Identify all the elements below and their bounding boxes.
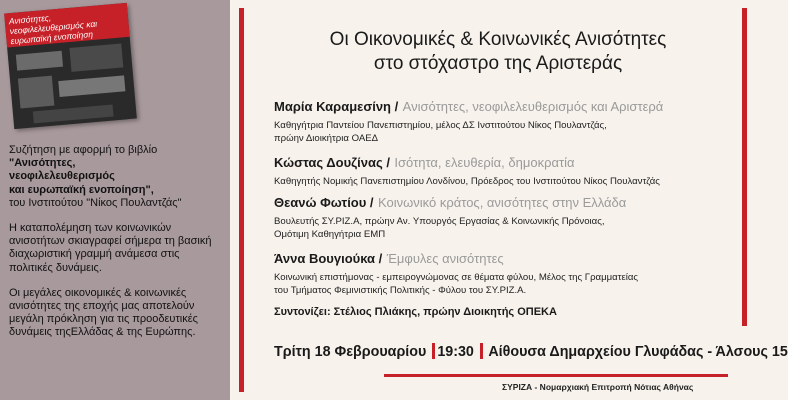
book-cover-block — [16, 51, 63, 71]
speaker-block — [274, 98, 739, 145]
speaker-desc-line: του Τμήματος Φεμινιστικής Πολιτικής - Φύλου του ΣΥ.ΡΙΖ.Α. — [274, 285, 527, 296]
title-line-2: στο στόχαστρο της Αριστεράς — [373, 53, 623, 74]
book-cover-block — [69, 43, 123, 71]
footer-organizer: ΣΥΡΙΖΑ - Νομαρχιακή Επιτροπή Νότιας Αθήνας — [502, 382, 694, 392]
speaker-block — [274, 250, 739, 297]
speaker-description — [274, 119, 739, 145]
book-cover-block — [18, 76, 54, 109]
speaker-topic: Κοινωνικό κράτος, ανισότητες στην Ελλάδα — [377, 195, 627, 210]
sidebar-intro: Συζήτηση με αφορμή το βιβλίο — [9, 144, 158, 156]
book-title-line: και ευρωπαϊκή ενοποίηση", — [9, 183, 154, 196]
speaker-desc-line: Ομότιμη Καθηγήτρια ΕΜΠ — [274, 229, 386, 240]
footer-divider — [384, 374, 728, 377]
accent-bar-left — [239, 8, 244, 392]
book-publisher: του Ινστιτούτου "Νίκος Πουλαντζάς" — [9, 196, 182, 209]
speaker-name: Θεανώ Φωτίου / — [274, 195, 374, 210]
speaker-name: Κώστας Δουζίνας / — [274, 155, 390, 170]
event-time: 19:30 — [437, 344, 474, 360]
event-venue: Αίθουσα Δημαρχείου Γλυφάδας - Άλσους 15 — [488, 344, 788, 360]
book-cover-title: Ανισότητες, νεοφιλελευθερισμός και ευρωπαϊκή ενοποίηση — [4, 3, 129, 48]
book-cover-image — [4, 3, 137, 129]
sidebar-paragraph-3: Οι μεγάλες οικονομικές & κοινωνικές ανισότητες της εποχής μας αποτελούν μεγάλη πρόκληση για τις προοδευτικές δυνάμεις τηςΕλλάδας & της Ευρώπης. — [9, 286, 198, 339]
speaker-name: Μαρία Καραμεσίνη / — [274, 99, 399, 114]
speaker-description — [274, 271, 739, 297]
event-title — [258, 28, 738, 76]
sidebar-paragraph-book — [9, 144, 221, 210]
speaker-topic: Ισότητα, ελευθερία, δημοκρατία — [394, 155, 575, 170]
speaker-desc-line: Κοινωνική επιστήμονας - εμπειρογνώμονας σε θέματα φύλου, Μέλος της Γραμματείας — [274, 272, 639, 283]
separator-bar — [432, 343, 435, 359]
sidebar-text — [9, 144, 221, 352]
speaker-desc-line: Καθηγήτρια Παντείου Πανεπιστημίου, μέλος ΔΣ Ινστιτούτου Νίκος Πουλαντζάς, — [274, 120, 607, 131]
event-date: Τρίτη 18 Φεβρουαρίου — [274, 344, 427, 360]
event-details — [274, 343, 788, 360]
book-cover-block — [58, 75, 125, 97]
accent-bar-right — [742, 8, 747, 326]
sidebar-paragraph-2: Η καταπολέμηση των κοινωνικών ανισοτήτων σκιαγραφεί σήμερα τη βασική διαχωριστική γραμμή ανάμεσα στις πολιτικές δυνάμεις. — [9, 222, 212, 274]
speaker-topic: Έμφυλες ανισότητες — [386, 251, 504, 266]
speaker-desc-line: Βουλευτής ΣΥ.ΡΙΖ.Α, πρώην Αν. Υπουργός Εργασίας & Κοινωνικής Πρόνοιας, — [274, 216, 605, 227]
speaker-desc-line: Καθηγητής Νομικής Πανεπιστημίου Λονδίνου, Πρόεδρος του Ινστιτούτου Νίκος Πουλαντζάς — [274, 176, 660, 187]
sidebar — [0, 0, 230, 400]
book-title-line: "Ανισότητες, — [9, 157, 76, 170]
moderator-line: Συντονίζει: Στέλιος Πλιάκης, πρώην Διοικητής ΟΠΕΚΑ — [274, 306, 557, 318]
speaker-name: Άννα Βουγιούκα / — [274, 251, 383, 266]
title-line-1: Οι Οικονομικές & Κοινωνικές Ανισότητες — [329, 29, 667, 50]
speaker-block — [274, 154, 739, 188]
book-cover-block — [33, 104, 114, 123]
speaker-block — [274, 194, 739, 241]
speaker-description — [274, 215, 739, 241]
speaker-description — [274, 175, 739, 188]
speaker-topic: Ανισότητες, νεοφιλελευθερισμός και Αριστερά — [402, 99, 664, 114]
separator-bar — [480, 343, 483, 359]
book-title-line: νεοφιλελευθερισμός — [9, 170, 115, 183]
speaker-desc-line: πρώην Διοικήτρια ΟΑΕΔ — [274, 133, 379, 144]
